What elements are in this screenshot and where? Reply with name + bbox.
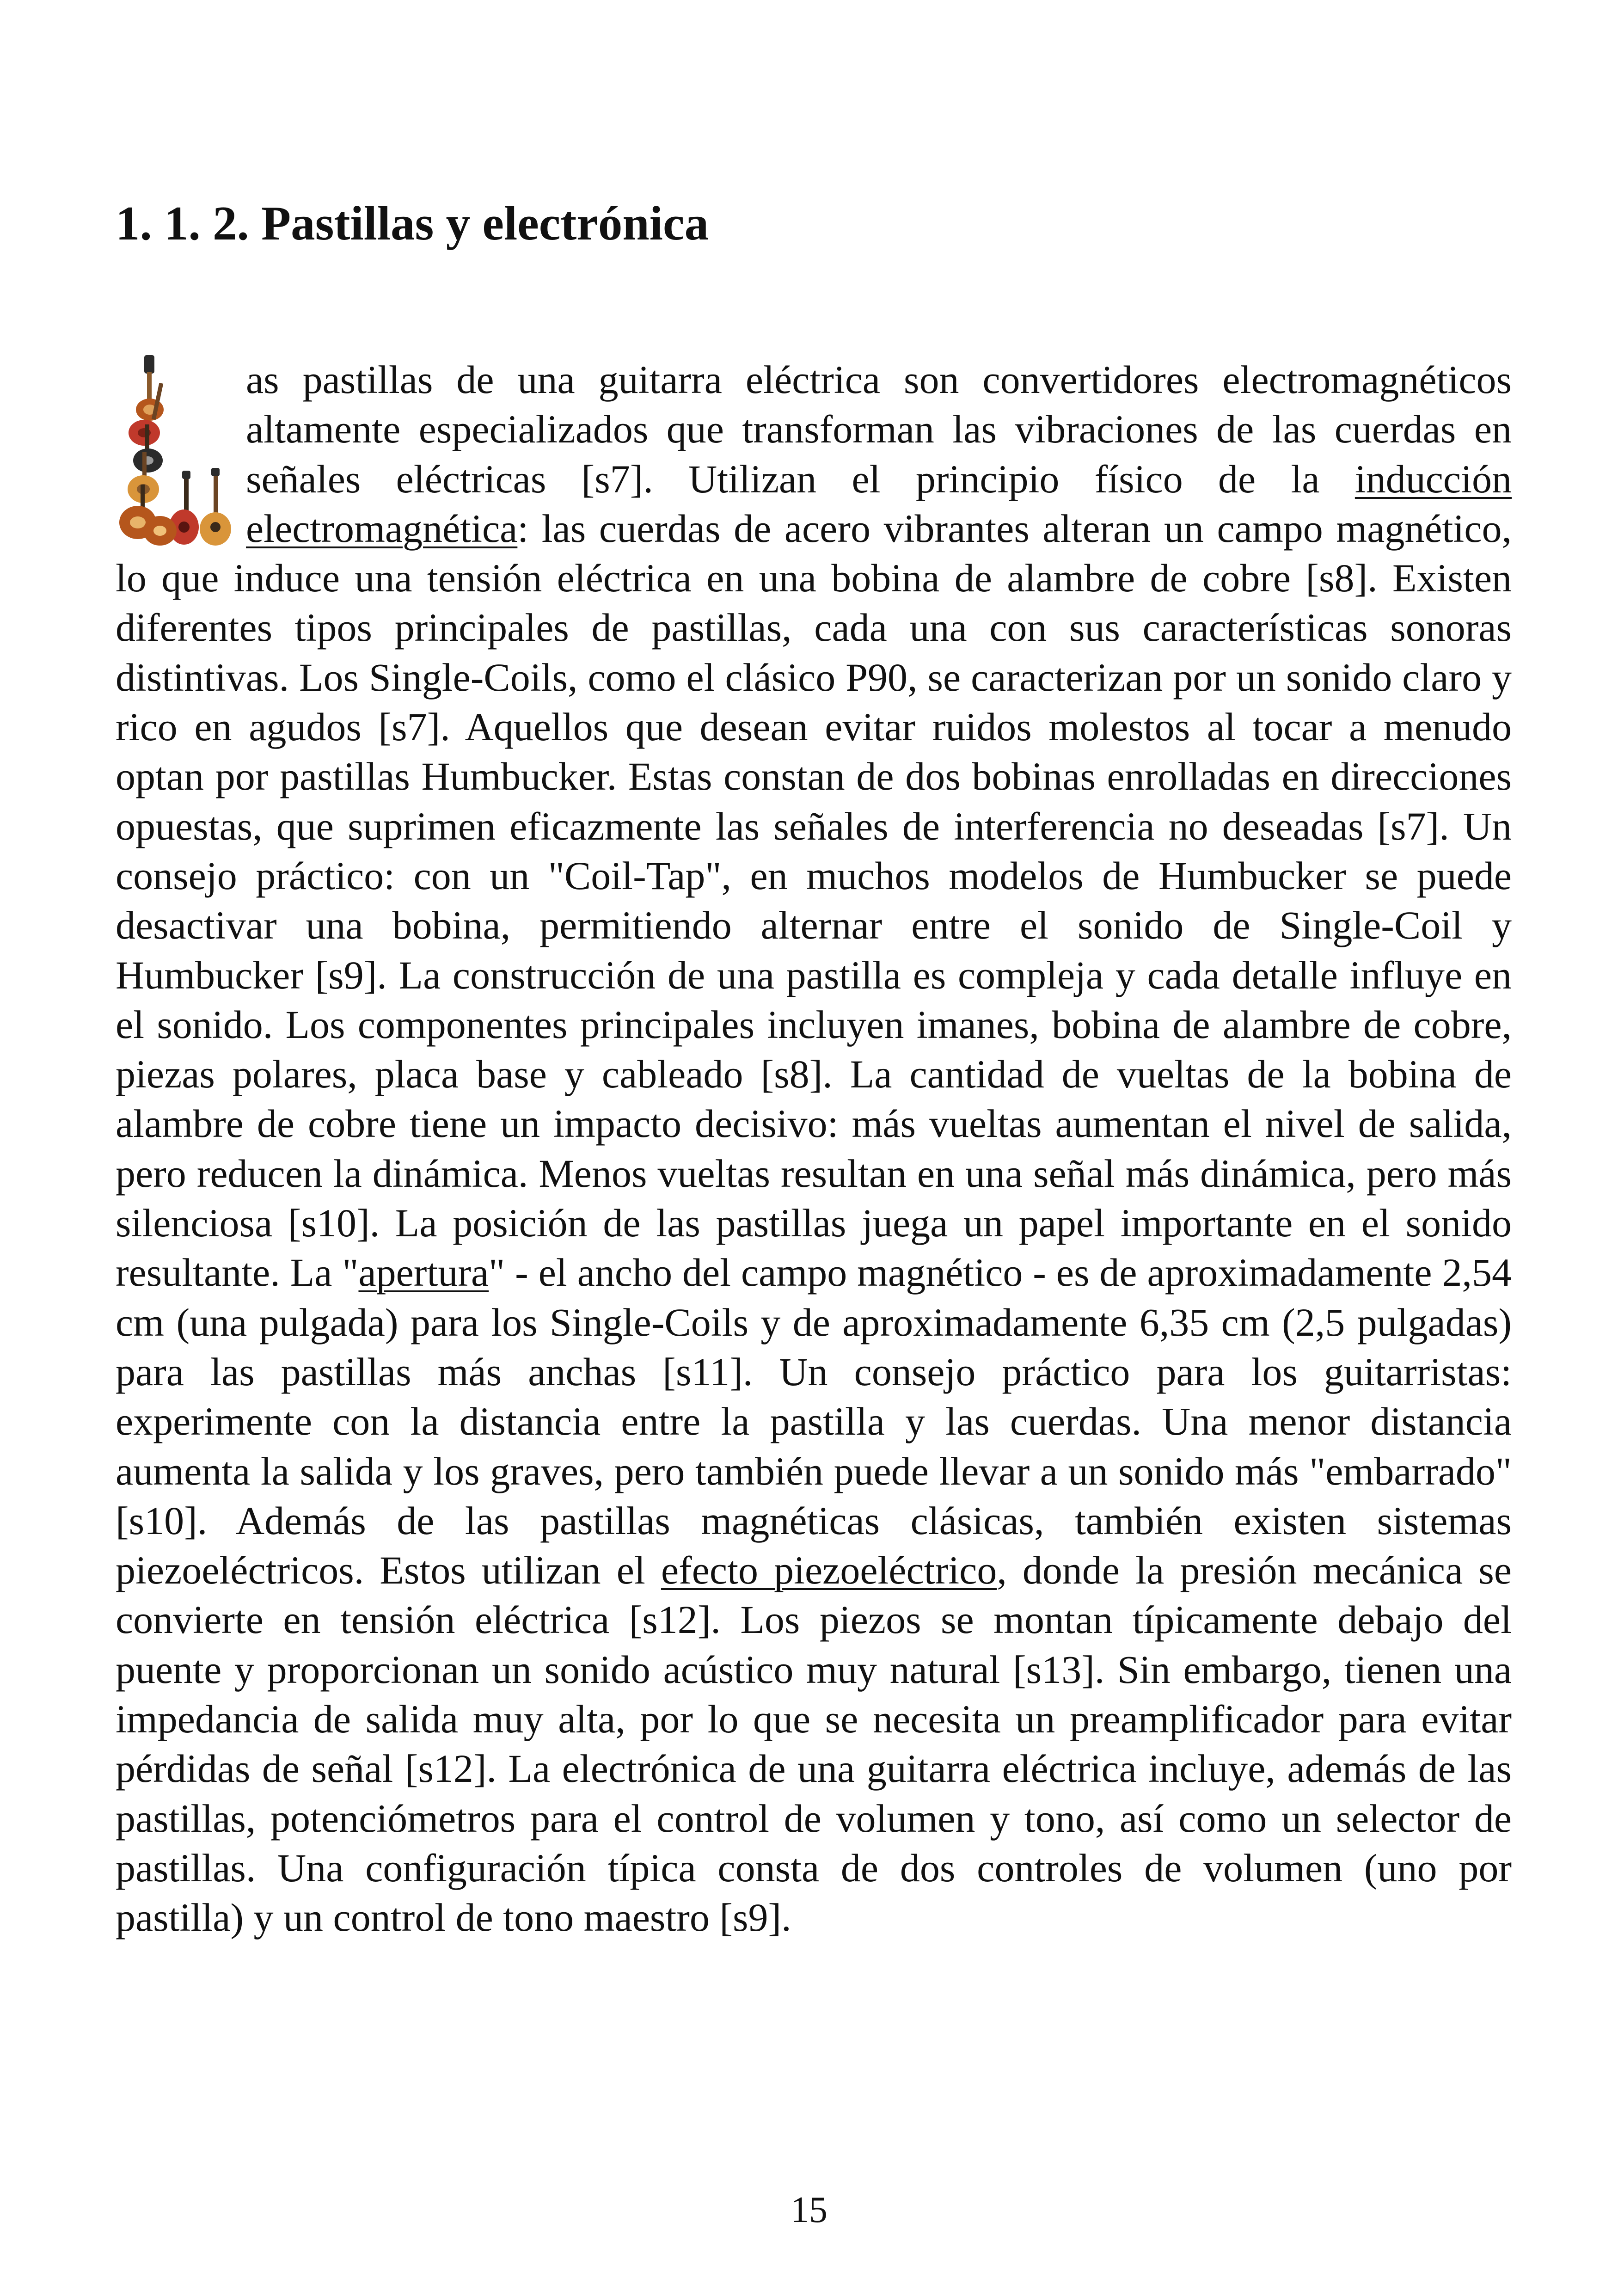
link-induccion-electromagnetica[interactable]: inducción electromagnética	[246, 456, 1512, 551]
text-run: : las cuerdas de acero vibrantes alteran un campo magnético, lo que induce una tensión eléctrica en una bobina de alambre de cobre [s8]. Existen diferentes tipos principales de pastillas, cada una con sus características sonoras distintivas. Los Single-Coils, como el clásico P90, se caracterizan por un sonido claro y rico en agudos [s7]. Aquellos que desean evitar ruidos molestos al tocar a menudo optan por pastillas Humbucker. Estas constan de dos bobinas enrolladas en direcciones opuestas, que suprimen eficazmente las señales de interferencia no deseadas [s7]. Un consejo práctico: con un "Coil-Tap", en muchos modelos de Humbucker se puede desactivar una bobina, permitiendo alternar entre el sonido de Single-Coil y Humbucker [s9]. La construcción de una pastilla es compleja y cada detalle influye en el sonido. Los componentes principales incluyen imanes, bobina de alambre de cobre, piezas polares, placa base y cableado [s8]. La cantidad de vueltas de la bobina de alambre de cobre tiene un impacto decisivo: más vueltas aumentan el nivel de salida, pero reducen la dinámica. Menos vueltas resultan en una señal más dinámica, pero más silenciosa [s10]. La posición de las pastillas juega un papel importante en el sonido resultante. La "	[116, 506, 1512, 1295]
text-run: , donde la presión mecánica se convierte en tensión eléctrica [s12]. Los piezos se montan típicamente debajo del puente y proporcionan un sonido acústico muy natural [s13]. Sin embargo, tienen una impedancia de salida muy alta, por lo que se necesita un preamplificador para evitar pérdidas de señal [s12]. La electrónica de una guitarra eléctrica incluye, además de las pastillas, potenciómetros para el control de volumen y tono, así como un selector de pastillas. Una configuración típica consta de dos controles de volumen (uno por pastilla) y un control de tono maestro [s9].	[116, 1548, 1512, 1940]
body-paragraph	[116, 355, 1512, 1943]
dropcap-guitars-icon	[116, 355, 237, 549]
link-apertura[interactable]: apertura	[358, 1250, 489, 1295]
text-run: as pastillas de una guitarra eléctrica son convertidores electromagnéticos altamente especializados que transforman las vibraciones de las cuerdas en señales eléctricas [s7]. Utilizan el principio físico de la	[246, 357, 1512, 501]
section-heading: 1. 1. 2. Pastillas y electrónica	[116, 196, 709, 250]
text-run: " - el ancho del campo magnético - es de aproximadamente 2,54 cm (una pulgada) para los Single-Coils y de aproximadamente 6,35 cm (2,5 pulgadas) para las pastillas más anchas [s11]. Un consejo práctico para los guitarristas: experimente con la distancia entre la pastilla y las cuerdas. Una menor distancia aumenta la salida y los graves, pero también puede llevar a un sonido más "embarrado" [s10]. Además de las pastillas magnéticas clásicas, también existen sistemas piezoeléctricos. Estos utilizan el	[116, 1250, 1512, 1593]
link-efecto-piezoelectrico[interactable]: efecto piezoeléctrico	[661, 1548, 997, 1593]
page-number: 15	[791, 2190, 827, 2230]
